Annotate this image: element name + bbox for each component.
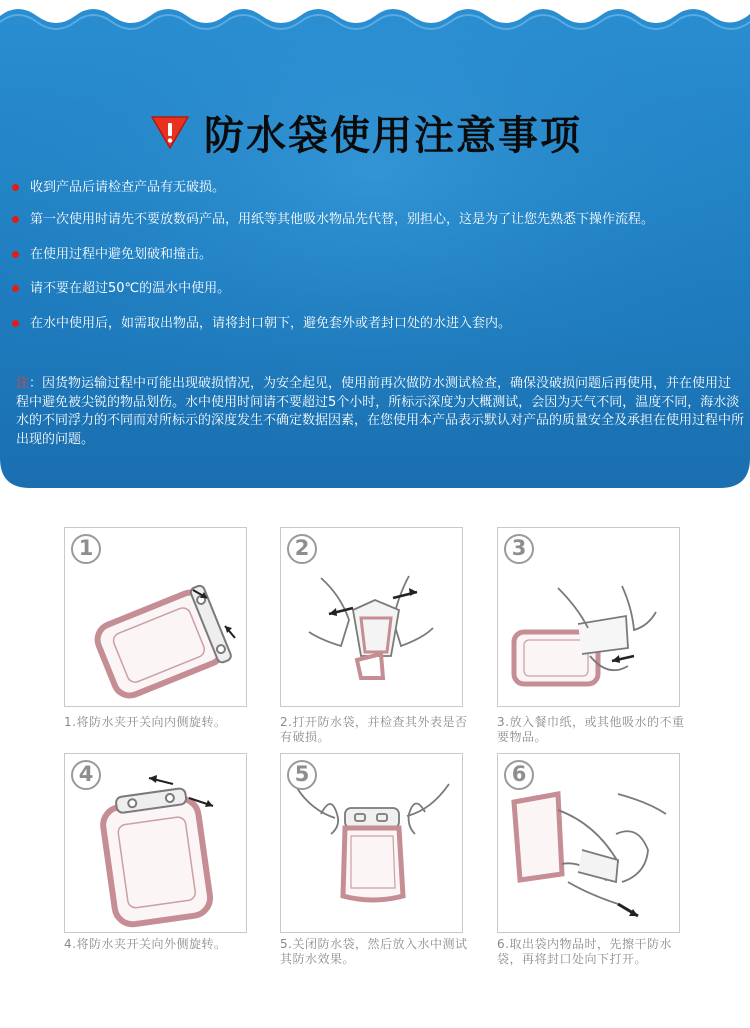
step-caption-3: 3.放入餐巾纸，或其他吸水的不重要物品。 [497, 715, 685, 744]
disclaimer [16, 375, 744, 449]
bullet-icon [12, 320, 19, 327]
step-number-badge: 2 [287, 534, 317, 564]
step-caption-4: 4.将防水夹开关向外侧旋转。 [64, 937, 227, 951]
list-item [12, 279, 230, 299]
step-caption-2: 2.打开防水袋，并检查其外表是否有破损。 [280, 715, 468, 744]
disclaimer-text: ：因货物运输过程中可能出现破损情况，为安全起见，使用前再次做防水测试检查，确保没破损问题后再使用，并在使用过程中避免被尖锐的物品划伤。水中使用时间请不要超过5个小时，所标示深度为大概测试，会因为天气不同，温度不同，海水淡水的不同浮力的不同而对所标示的深度发生不确定数据因素，在您使用本产品表示默认对产品的质量安全及承担在使用过程中所出现的问题。 [16, 376, 745, 447]
step-caption-5: 5.关闭防水袋，然后放入水中测试其防水效果。 [280, 937, 468, 966]
step-card-3 [497, 527, 680, 707]
bullet-icon [12, 285, 19, 292]
note-text: 请不要在超过50℃的温水中使用。 [30, 281, 231, 296]
list-item [12, 245, 212, 265]
step-number-badge: 6 [504, 760, 534, 790]
page-title: 防水袋使用注意事项 [204, 112, 582, 159]
step-number-badge: 4 [71, 760, 101, 790]
step-card-4 [64, 753, 247, 933]
note-text: 在水中使用后，如需取出物品，请将封口朝下，避免套外或者封口处的水进入套内。 [30, 316, 512, 331]
step-number-badge: 1 [71, 534, 101, 564]
notice-panel [0, 0, 750, 488]
note-text: 第一次使用时请先不要放数码产品，用纸等其他吸水物品先代替，别担心，这是为了让您先熟悉下操作流程。 [30, 212, 655, 227]
step-number-badge: 3 [504, 534, 534, 564]
step-card-1 [64, 527, 247, 707]
list-item [12, 210, 654, 230]
list-item [12, 314, 511, 334]
note-text: 收到产品后请检查产品有无破损。 [30, 180, 226, 195]
bullet-icon [12, 251, 19, 258]
note-text: 在使用过程中避免划破和撞击。 [30, 247, 213, 262]
disclaimer-lead: 注 [16, 376, 30, 391]
step-card-6 [497, 753, 680, 933]
bullet-icon [12, 184, 19, 191]
step-number-badge: 5 [287, 760, 317, 790]
title-row [150, 104, 582, 160]
bullet-icon [12, 216, 19, 223]
warning-triangle-icon [150, 114, 190, 150]
step-caption-1: 1.将防水夹开关向内侧旋转。 [64, 715, 227, 729]
step-card-2 [280, 527, 463, 707]
step-caption-6: 6.取出袋内物品时，先擦干防水袋，再将封口处向下打开。 [497, 937, 672, 966]
step-card-5 [280, 753, 463, 933]
list-item [12, 178, 225, 198]
